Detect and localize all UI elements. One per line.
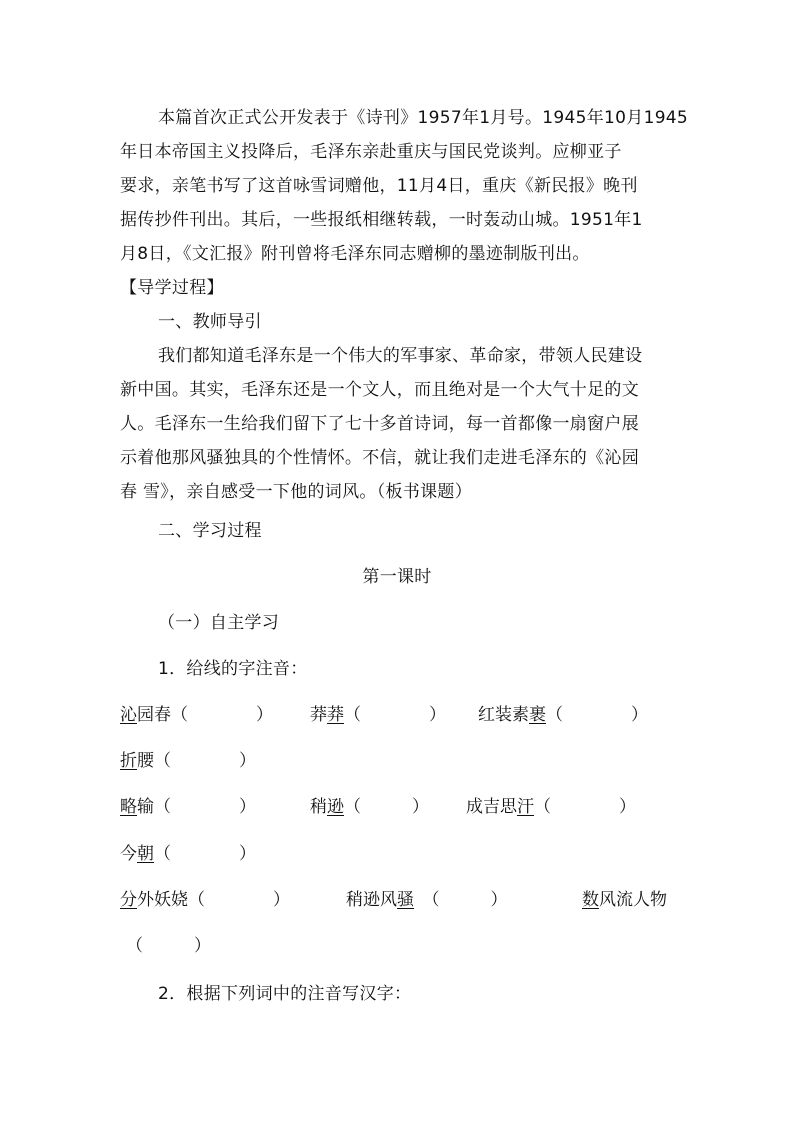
underlined-char: 逊 xyxy=(327,797,344,817)
intro-line-3: 要求，亲笔书写了这首咏雪词赠他，11月4日，重庆《新民报》晚刊 xyxy=(120,176,638,196)
intro-line-2: 年日本帝国主义投降后，毛泽东亲赴重庆与国民党谈判。应柳亚子 xyxy=(120,142,622,162)
pinyin-item-fenwaiyaorao: 分外妖娆（ ） xyxy=(120,890,290,910)
lesson-title: 第一课时 xyxy=(362,567,432,587)
pinyin-item-shaoxun: 稍逊（ ） xyxy=(310,797,429,817)
section-guide-heading: 【导学过程】 xyxy=(120,278,224,298)
underlined-char: 数 xyxy=(582,890,599,910)
question-1: 1．给线的字注音： xyxy=(158,659,308,679)
pinyin-item-lueshu: 略输（ ） xyxy=(120,797,256,817)
self-study-heading: （一）自主学习 xyxy=(158,613,280,633)
question-2: 2．根据下列词中的注音写汉字： xyxy=(158,984,412,1004)
underlined-char: 分 xyxy=(120,890,137,910)
underlined-char: 折 xyxy=(120,751,137,771)
underlined-char: 莽 xyxy=(327,705,344,725)
pinyin-item-blank: （ ） xyxy=(126,936,211,956)
underlined-char: 朝 xyxy=(137,844,154,864)
underlined-char: 裹 xyxy=(529,705,546,725)
pinyin-item-qinyuanchun: 沁园春（ ） xyxy=(120,705,273,725)
part-two-heading: 二、学习过程 xyxy=(158,521,262,541)
underlined-char: 汗 xyxy=(517,797,534,817)
intro-line-5: 月8日，《文汇报》附刊曾将毛泽东同志赠柳的墨迹制版刊出。 xyxy=(120,244,590,264)
pinyin-item-hongzhuangsuguo: 红装素裹（ ） xyxy=(478,705,648,725)
pinyin-item-zheyao: 折腰（ ） xyxy=(120,751,256,771)
pinyin-item-jinzhao: 今朝（ ） xyxy=(120,844,256,864)
pinyin-item-shufengliurenwu: 数风流人物 xyxy=(582,890,667,910)
underlined-char: 沁 xyxy=(120,705,137,725)
pinyin-item-mangmang: 莽莽（ ） xyxy=(310,705,446,725)
pinyin-item-chengjisihan: 成吉思汗（ ） xyxy=(466,797,636,817)
intro-line-1: 本篇首次正式公开发表于《诗刊》1957年1月号。1945年10月1945 xyxy=(158,108,689,128)
intro-line-4: 据传抄件刊出。其后，一些报纸相继转载，一时轰动山城。1951年1 xyxy=(120,210,643,230)
guide-line-3: 人。毛泽东一生给我们留下了七十多首诗词，每一首都像一扇窗户展 xyxy=(120,414,639,434)
guide-line-4: 示着他那风骚独具的个性情怀。不信，就让我们走进毛泽东的《沁园 xyxy=(120,448,639,468)
part-one-heading: 一、教师导引 xyxy=(158,312,262,332)
guide-line-2: 新中国。其实，毛泽东还是一个文人，而且绝对是一个大气十足的文 xyxy=(120,380,639,400)
guide-line-1: 我们都知道毛泽东是一个伟大的军事家、革命家，带领人民建设 xyxy=(158,346,643,366)
underlined-char: 略 xyxy=(120,797,137,817)
underlined-char: 骚 xyxy=(397,890,414,910)
pinyin-item-shaoxunfengsao: 稍逊风骚 （ ） xyxy=(346,890,508,910)
guide-line-5: 春 雪》，亲自感受一下他的词风。（板书课题） xyxy=(120,482,473,502)
